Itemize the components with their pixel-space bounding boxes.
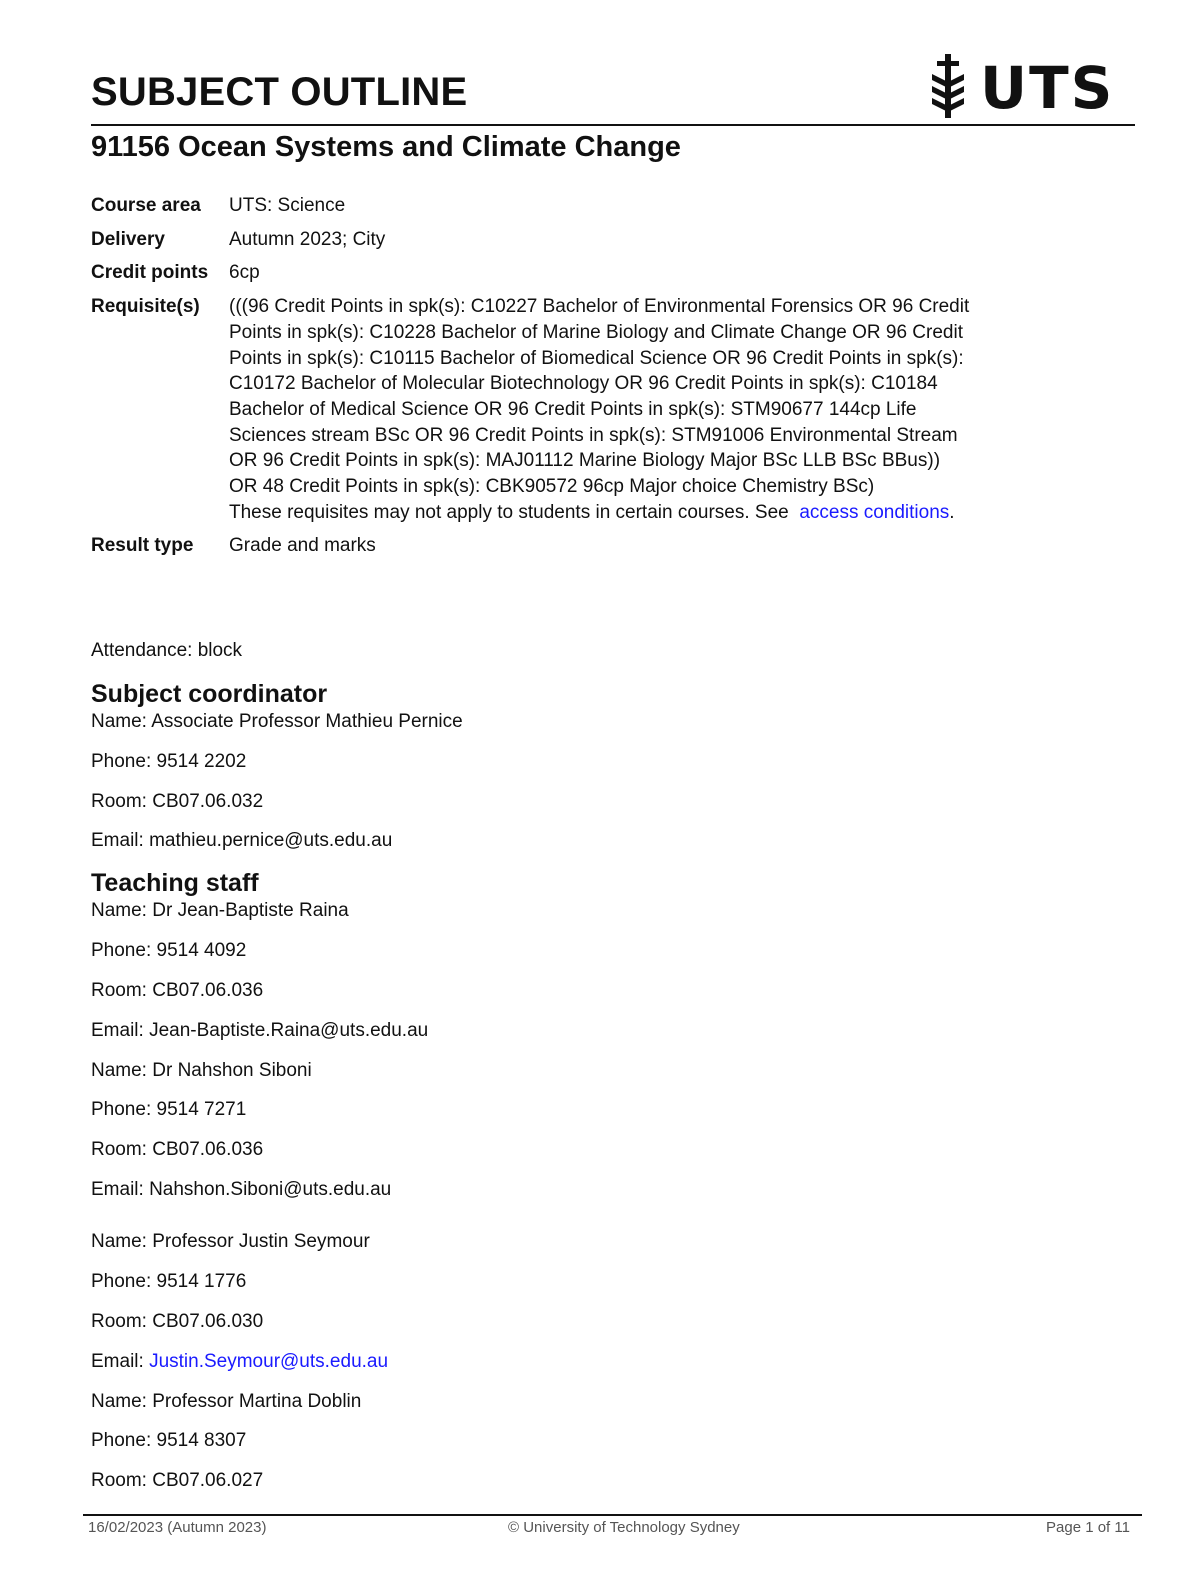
staff-name: Name: Dr Nahshon Siboni	[91, 1060, 312, 1081]
staff-phone: Phone: 9514 8307	[91, 1430, 247, 1451]
coordinator-phone: Phone: 9514 2202	[91, 751, 247, 772]
logo-wordmark: UTS	[980, 54, 1115, 122]
requisites-text: (((96 Credit Points in spk(s): C10227 Bachelor of Environmental Forensics OR 96 Credit Points in spk(s): C10228 Bachelor of Marine Biology and Climate Change OR 96 Credit Points in spk(s): C10115 Bachelor of Biomedical Science OR 96 Credit Points in spk(s): C10172 Bachelor of Molecular Biotechnology OR 96 Credit Points in spk(s): C10184 Bachelor of Medical Science OR 96 Credit Points in spk(s): STM90677 144cp Life Sciences stream BSc OR 96 Credit Points in spk(s): STM91006 Environmental Stream OR 96 Credit Points in spk(s): MAJ01112 Marine Biology Major BSc LLB BSc BBus)) OR 48 Credit Points in spk(s): CBK90572 96cp Major choice Chemistry BSc)	[229, 296, 970, 498]
staff-phone: Phone: 9514 7271	[91, 1099, 247, 1120]
staff-room: Room: CB07.06.027	[91, 1470, 264, 1491]
detail-label: Delivery	[91, 228, 165, 250]
detail-row-credit-points	[91, 260, 971, 286]
uts-logo	[928, 52, 1115, 122]
subject-details	[91, 193, 971, 567]
requisites-block	[229, 294, 971, 525]
coordinator-name: Name: Associate Professor Mathieu Pernice	[91, 711, 463, 732]
staff-room: Room: CB07.06.030	[91, 1311, 264, 1332]
footer-copyright: © University of Technology Sydney	[508, 1519, 740, 1536]
detail-value: 6cp	[229, 262, 260, 284]
staff-email-prefix: Email:	[91, 1351, 150, 1372]
detail-label: Result type	[91, 535, 194, 557]
staff-phone: Phone: 9514 1776	[91, 1271, 247, 1292]
staff-email	[91, 1349, 388, 1375]
header-divider	[91, 124, 1135, 126]
detail-row-course-area	[91, 193, 971, 219]
staff-name: Name: Professor Justin Seymour	[91, 1231, 370, 1252]
footer-page-number: Page 1 of 11	[1046, 1519, 1130, 1536]
staff-name: Name: Dr Jean-Baptiste Raina	[91, 900, 349, 921]
staff-email	[91, 1018, 428, 1044]
detail-value: Grade and marks	[229, 535, 376, 557]
uts-crest-icon	[928, 52, 968, 122]
teaching-staff-heading: Teaching staff	[91, 869, 259, 897]
staff-name: Name: Professor Martina Doblin	[91, 1391, 362, 1412]
attendance-text: Attendance: block	[91, 640, 243, 661]
footer-divider	[83, 1514, 1142, 1516]
detail-row-delivery	[91, 227, 971, 253]
access-conditions-link[interactable]: access conditions	[799, 501, 950, 523]
coordinator-heading: Subject coordinator	[91, 680, 328, 708]
detail-label: Course area	[91, 195, 201, 216]
staff-email	[91, 1177, 391, 1203]
document-title: SUBJECT OUTLINE	[91, 70, 468, 114]
coordinator-email: Email: mathieu.pernice@uts.edu.au	[91, 830, 393, 851]
footer-date: 16/02/2023 (Autumn 2023)	[88, 1519, 267, 1536]
detail-row-requisites	[91, 294, 971, 525]
coordinator-room: Room: CB07.06.032	[91, 791, 264, 812]
requisites-note-suffix: .	[949, 501, 955, 523]
staff-email-prefix: Email:	[91, 1179, 150, 1200]
detail-value: Autumn 2023; City	[229, 228, 386, 250]
detail-label: Credit points	[91, 262, 209, 284]
detail-row-result-type	[91, 533, 971, 559]
detail-label: Requisite(s)	[91, 296, 200, 318]
staff-email-address: Jean-Baptiste.Raina@uts.edu.au	[149, 1020, 429, 1041]
staff-room: Room: CB07.06.036	[91, 1139, 264, 1160]
staff-email-prefix: Email:	[91, 1020, 150, 1041]
staff-phone: Phone: 9514 4092	[91, 940, 247, 961]
subject-title: 91156 Ocean Systems and Climate Change	[91, 131, 681, 163]
requisites-note	[229, 500, 971, 526]
staff-email-address: Nahshon.Siboni@uts.edu.au	[149, 1179, 392, 1200]
requisites-note-text: These requisites may not apply to students in certain courses. See	[229, 501, 789, 523]
staff-room: Room: CB07.06.036	[91, 980, 264, 1001]
staff-email-link[interactable]: Justin.Seymour@uts.edu.au	[149, 1351, 389, 1372]
detail-value: UTS: Science	[229, 195, 346, 216]
